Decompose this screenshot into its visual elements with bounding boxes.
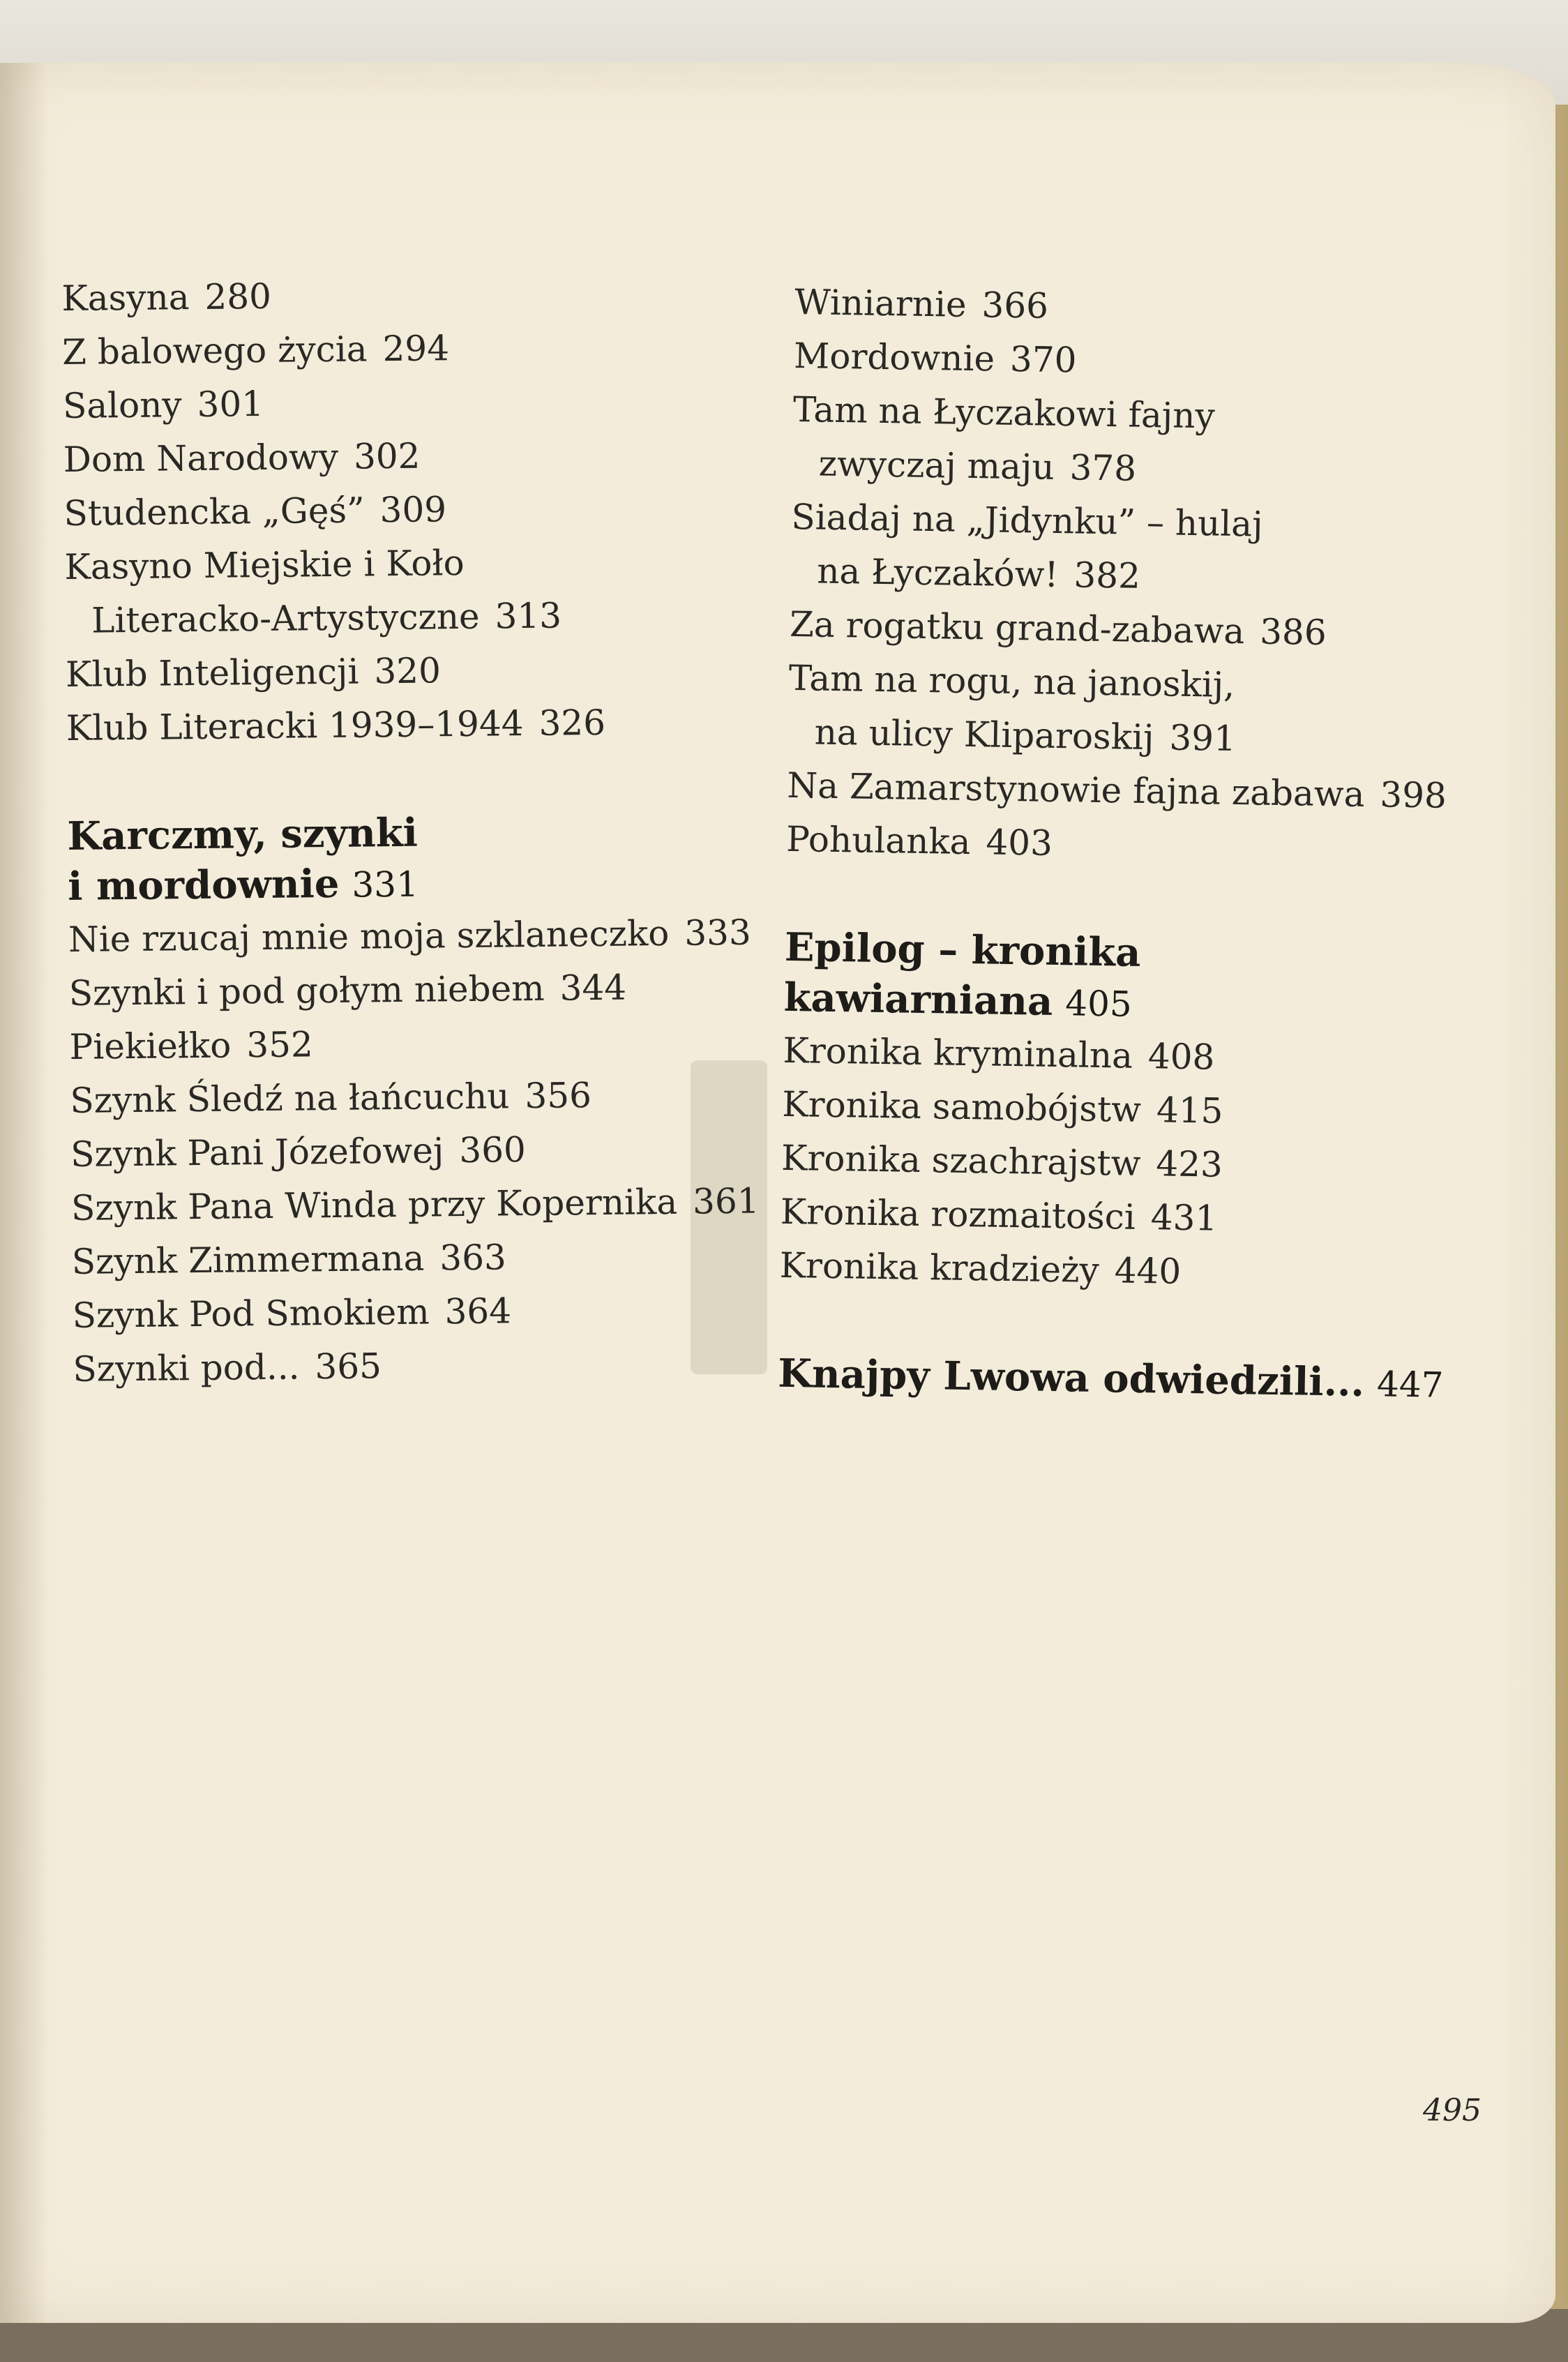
- page-number: 495: [1423, 2093, 1482, 2128]
- toc-entry: Nie rzucaj mnie moja szklaneczko 333: [68, 912, 752, 960]
- toc-entry: Szynki i pod gołym niebem 344: [68, 967, 627, 1014]
- toc-left-column: [61, 265, 771, 1397]
- toc-entry: Szynk Pod Smokiem 364: [72, 1291, 512, 1336]
- toc-entry: Kronika samobójstw 415: [781, 1083, 1223, 1131]
- toc-entry: Kronika kradzieży 440: [779, 1244, 1182, 1292]
- toc-entry-continuation: na ulicy Kliparoskij 391: [814, 712, 1237, 760]
- toc-entry: Piekiełko 352: [69, 1024, 314, 1067]
- toc-entry: Kronika rozmaitości 431: [780, 1191, 1218, 1239]
- toc-entry: Studencka „Gęś” 309: [63, 489, 447, 534]
- section-heading-karczmy: Karczmy, szynki: [67, 809, 419, 859]
- spacer: [778, 1293, 1449, 1359]
- toc-entry-continuation: Literacko-Artystyczne 313: [91, 595, 562, 641]
- section-heading-epilog-cont: kawiarniana 405: [783, 974, 1133, 1025]
- toc-entry: Kronika szachrajstw 423: [781, 1137, 1223, 1185]
- toc-entry: Szynk Śledź na łańcuchu 356: [70, 1075, 592, 1121]
- toc-entry: Z balowego życia 294: [61, 328, 450, 373]
- toc-entry-continuation: zwyczaj maju 378: [818, 443, 1137, 489]
- toc-entry: Szynki pod... 365: [73, 1346, 382, 1390]
- toc-entry: Siadaj na „Jidynku” – hulaj: [791, 496, 1264, 545]
- toc-entry: Kasyna 280: [61, 276, 272, 319]
- toc-entry: Tam na Łyczakowi fajny: [792, 389, 1216, 437]
- spacer: [66, 748, 764, 811]
- book-page: [0, 63, 1555, 2323]
- toc-entry: Tam na rogu, na janoskij,: [788, 657, 1235, 705]
- toc-entry: Kronika kryminalna 408: [783, 1030, 1215, 1078]
- toc-entry: Za rogatku grand-zabawa 386: [789, 603, 1327, 654]
- toc-entry: Salony 301: [62, 383, 264, 426]
- toc-entry: Klub Literacki 1939–1944 326: [66, 702, 606, 749]
- toc-right-column: [778, 276, 1465, 1411]
- toc-entry: Dom Narodowy 302: [63, 435, 421, 480]
- toc-entry: Klub Inteligencji 320: [65, 650, 442, 695]
- toc-entry: Winiarnie 366: [794, 281, 1049, 326]
- toc-entry: Pohulanka 403: [785, 818, 1053, 864]
- section-heading-epilog: Epilog – kronika: [784, 924, 1141, 976]
- spacer: [785, 866, 1455, 933]
- section-heading-karczmy-cont: i mordownie 331: [67, 860, 419, 910]
- toc-entry: Szynk Zimmermana 363: [71, 1237, 507, 1282]
- toc-entry: Na Zamarstynowie fajna zabawa 398: [787, 765, 1447, 816]
- section-heading-knajpy: Knajpy Lwowa odwiedzili... 447: [777, 1350, 1444, 1406]
- toc-entry: Szynk Pani Józefowej 360: [70, 1129, 527, 1175]
- toc-entry-continuation: na Łyczaków! 382: [816, 550, 1141, 596]
- toc-entry: Mordownie 370: [793, 335, 1077, 381]
- toc-entry: Szynk Pana Winda przy Kopernika 361: [70, 1180, 760, 1228]
- toc-entry: Kasyno Miejskie i Koło: [64, 542, 465, 587]
